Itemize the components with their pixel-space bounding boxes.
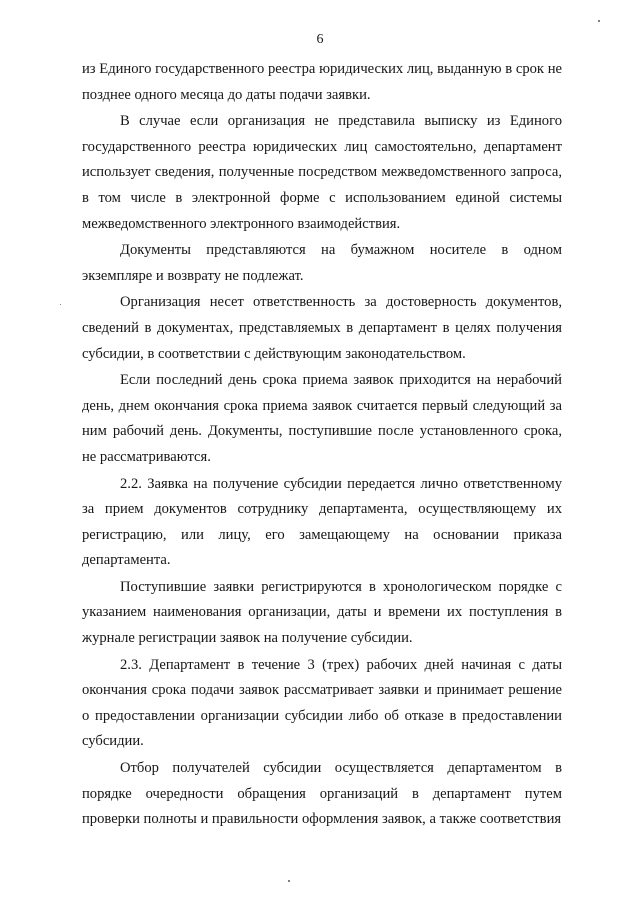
scan-speck	[598, 20, 600, 22]
paragraph-7: Поступившие заявки регистрируются в хронологическом порядке с указанием наименования организации, даты и времени их поступления в журнале регистрации заявок на получение субсидии.	[82, 578, 562, 647]
paragraph-3: Документы представляются на бумажном носителе в одном экземпляре и возврату не подлежат.	[82, 242, 562, 284]
scan-speck	[288, 880, 290, 882]
paragraph-9: Отбор получателей субсидии осуществляется департаментом в порядке очередности обращения организаций в департамент путем проверки полноты и правильности оформления заявок, а также соответствия	[82, 760, 562, 828]
paragraph-4: Организация несет ответственность за достоверность документов, сведений в документах, представляемых в департамент в целях получения субсидии, в соответствии с действующим законодательством.	[82, 294, 562, 362]
scan-speck	[60, 304, 61, 305]
page-number: 6	[316, 32, 324, 47]
paragraph-6: 2.2. Заявка на получение субсидии передается лично ответственному за прием документов сотруднику департамента, осуществляющему их регистрацию, или лицу, его замещающему на основании приказа департамента.	[82, 475, 562, 569]
paragraph-1: из Единого государственного реестра юридических лиц, выданную в срок не позднее одного месяца до даты подачи заявки.	[82, 61, 562, 103]
paragraph-2: В случае если организация не представила выписку из Единого государственного реестра юридических лиц самостоятельно, департамент использует сведения, полученные посредством межведомственного запроса, в том числе в электронной форме с использованием единой системы межведомственного электронного взаимодействия.	[82, 113, 562, 232]
document-body	[82, 57, 562, 833]
paragraph-5: Если последний день срока приема заявок приходится на нерабочий день, днем окончания срока приема заявок считается первый следующий за ним рабочий день. Документы, поступившие после установленного срока, не рассматриваются.	[82, 372, 562, 465]
paragraph-8: 2.3. Департамент в течение 3 (трех) рабочих дней начиная с даты окончания срока подачи заявок рассматривает заявки и принимает решение о предоставлении организации субсидии либо об отказе в предоставлении субсидии.	[82, 656, 562, 750]
